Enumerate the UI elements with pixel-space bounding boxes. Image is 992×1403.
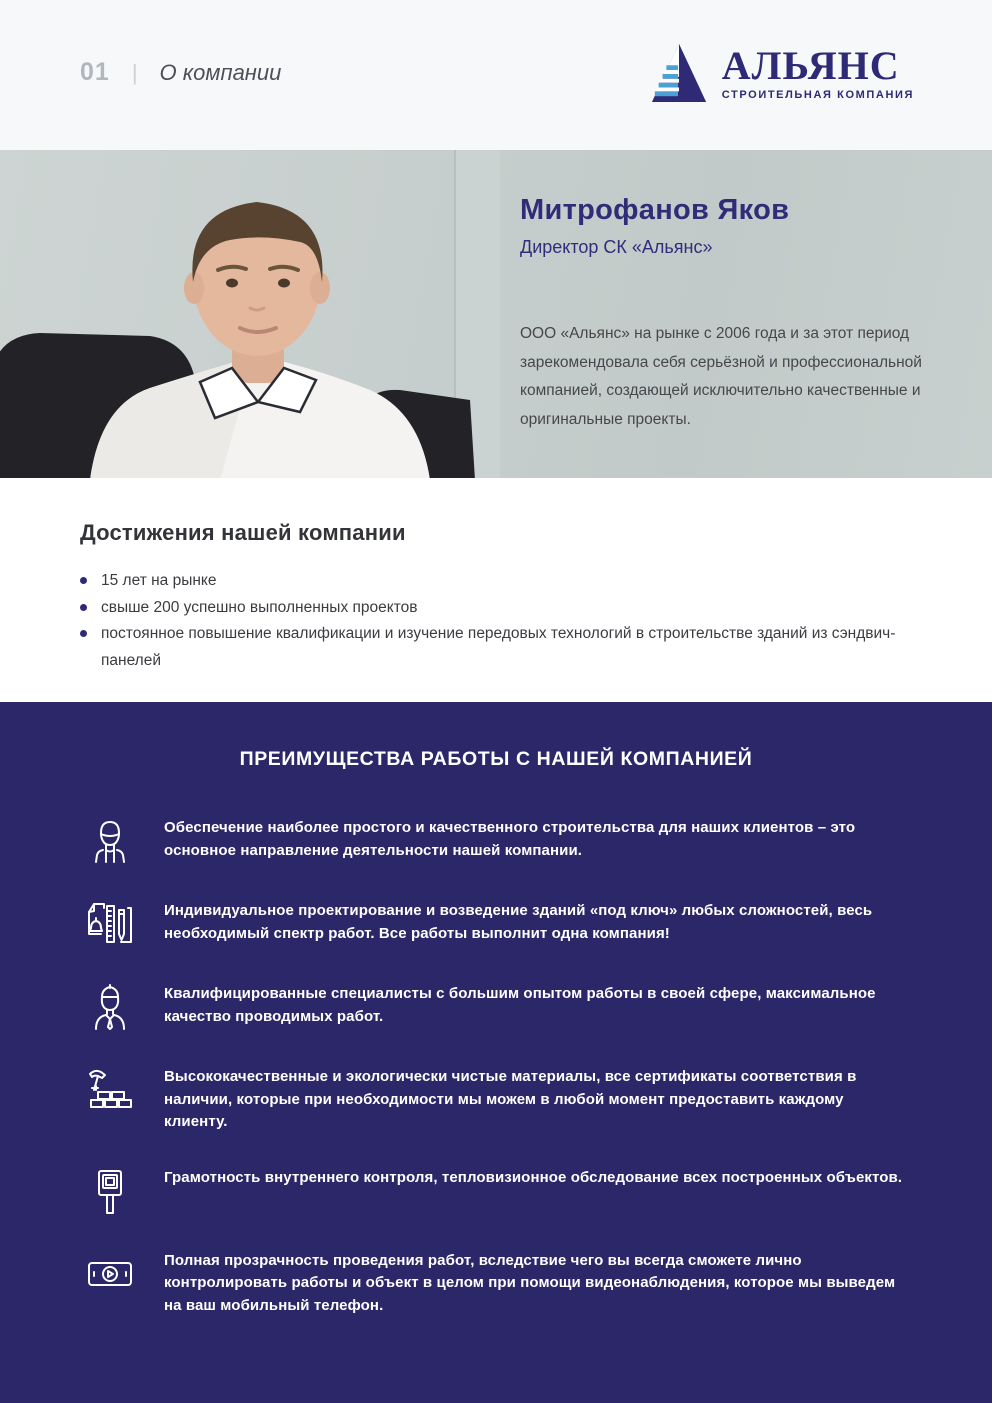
logo-text — [721, 42, 914, 101]
logo-tagline: СТРОИТЕЛЬНАЯ КОМПАНИЯ — [721, 88, 914, 101]
breadcrumb — [80, 58, 281, 87]
advantage-text: Обеспечение наиболее простого и качественного строительства для наших клиентов – это основное направление деятельности нашей компании. — [164, 819, 856, 859]
achievements-list — [80, 568, 912, 675]
advantages-section — [0, 702, 992, 1403]
director-info — [520, 194, 930, 435]
engineer-icon — [84, 981, 136, 1033]
bullet-dot-icon — [80, 577, 87, 584]
list-item — [84, 1165, 908, 1217]
logo-company-name: АЛЬЯНС — [721, 42, 900, 88]
company-logo — [650, 42, 914, 104]
pyramid-logo-icon — [650, 42, 708, 104]
breadcrumb-separator: | — [131, 59, 138, 85]
bullet-dot-icon — [80, 630, 87, 637]
video-phone-icon — [84, 1248, 136, 1300]
list-item — [80, 568, 910, 595]
company-description: ООО «Альянс» на рынке с 2006 года и за этот период зарекомендовала себя серьёзной и профессиональной компанией, создающей исключительно качественные и оригинальные проекты. — [520, 325, 922, 429]
advantage-text: Индивидуальное проектирование и возведение зданий «под ключ» любых сложностей, весь необходимый спектр работ. Все работы выполнит одна компания! — [164, 902, 873, 942]
achievements-title: Достижения нашей компании — [80, 520, 406, 545]
advantage-text: Высококачественные и экологически чистые материалы, все сертификаты соответствия в наличии, которые при необходимости мы можем в любой момент предоставить каждому клиенту. — [164, 1068, 857, 1130]
achievement-text: свыше 200 успешно выполненных проектов — [101, 598, 418, 616]
advantage-text: Грамотность внутреннего контроля, тепловизионное обследование всех построенных объектов. — [164, 1168, 903, 1186]
list-item — [84, 1248, 908, 1318]
page-header — [0, 0, 992, 150]
design-project-icon — [84, 898, 136, 950]
list-item — [84, 898, 908, 950]
achievement-text: постоянное повышение квалификации и изучение передовых технологий в строительстве зданий из сэндвич-панелей — [101, 625, 896, 669]
advantage-text: Квалифицированные специалисты с большим опытом работы в своей сфере, максимальное качество проводимых работ. — [164, 985, 876, 1025]
bullet-dot-icon — [80, 604, 87, 611]
advantages-list — [84, 815, 908, 1348]
list-item — [80, 621, 910, 674]
person-name: Митрофанов Яков — [520, 194, 790, 226]
page-number: 01 — [80, 58, 110, 86]
bricks-hammer-icon — [84, 1064, 136, 1116]
achievement-text: 15 лет на рынке — [101, 572, 217, 589]
list-item — [84, 981, 908, 1033]
list-item — [84, 1064, 908, 1134]
list-item — [80, 595, 910, 622]
advantage-text: Полная прозрачность проведения работ, вследствие чего вы всегда сможете лично контролировать работы и объект в целом при помощи видеонаблюдения, которое мы выведем на ваш мобильный телефон. — [164, 1251, 896, 1314]
worker-icon — [84, 815, 136, 867]
director-photo — [0, 150, 500, 478]
page-title: О компании — [159, 59, 282, 85]
thermal-camera-icon — [84, 1165, 136, 1217]
advantages-title: ПРЕИМУЩЕСТВА РАБОТЫ С НАШЕЙ КОМПАНИЕЙ — [239, 748, 753, 770]
director-hero-section — [0, 150, 992, 478]
person-title: Директор СК «Альянс» — [520, 237, 713, 257]
list-item — [84, 815, 908, 867]
achievements-section — [0, 478, 992, 702]
